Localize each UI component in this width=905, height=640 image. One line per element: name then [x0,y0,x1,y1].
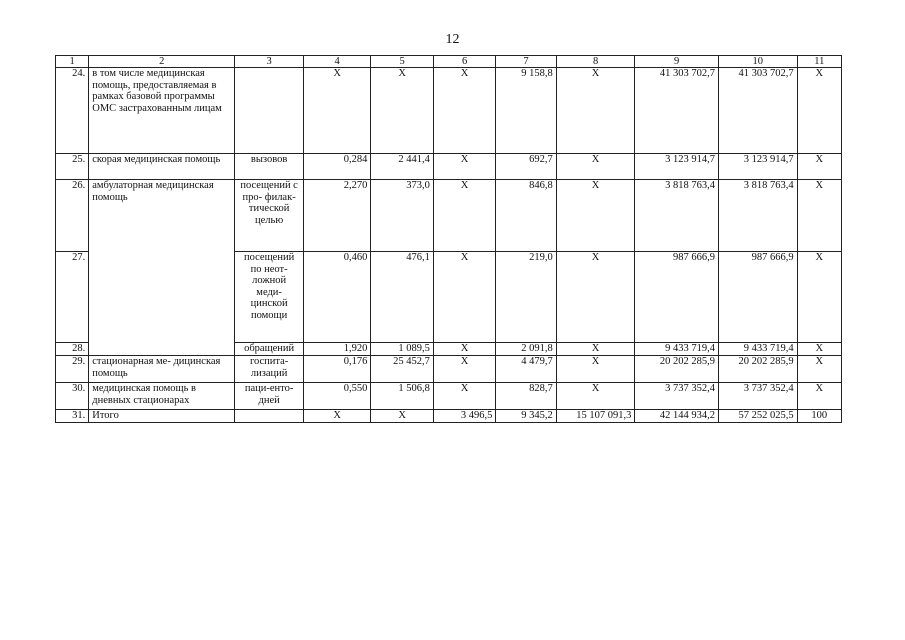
cell-col8: Х [556,68,635,154]
row-number: 24. [56,68,89,154]
cell-col4: 0,284 [303,154,371,180]
cell-col7: 692,7 [496,154,556,180]
cell-col8: Х [556,356,635,383]
cell-col11: Х [797,154,841,180]
table-row [56,383,842,410]
cell-col6: Х [433,252,495,343]
cell-col6: Х [433,383,495,410]
page-number: 12 [445,32,460,47]
row-number: 28. [56,343,89,356]
row-number: 25. [56,154,89,180]
cell-col6: Х [433,356,495,383]
unit-cell [235,68,304,154]
table-row [56,154,842,180]
cell-col9: 9 433 719,4 [635,343,719,356]
cell-col9: 41 303 702,7 [635,68,719,154]
row-name: скорая медицинская помощь [89,154,235,180]
cell-col6: Х [433,68,495,154]
unit-cell: посещений по неот- ложной меди- цинской помощи [235,252,304,343]
cell-col10: 3 123 914,7 [718,154,797,180]
table-row-total [56,410,842,423]
row-number: 26. [56,180,89,252]
cell-col6: 3 496,5 [433,410,495,423]
row-name: в том числе медицинская помощь, предоставляемая в рамках базовой программы ОМС застрахованным лицам [89,68,235,154]
cell-col11: Х [797,68,841,154]
cell-col6: Х [433,343,495,356]
cell-col9: 987 666,9 [635,252,719,343]
cell-col10: 9 433 719,4 [718,343,797,356]
cell-col4: Х [303,68,371,154]
row-name: стационарная ме- дицинская помощь [89,356,235,383]
cell-col10: 20 202 285,9 [718,356,797,383]
cell-col11: Х [797,252,841,343]
cell-col9: 3 737 352,4 [635,383,719,410]
table-row [56,180,842,252]
table-row [56,356,842,383]
cell-col7: 846,8 [496,180,556,252]
row-name: медицинская помощь в дневных стационарах [89,383,235,410]
header-cell: 9 [635,56,719,68]
cell-col7: 828,7 [496,383,556,410]
cell-col6: Х [433,154,495,180]
cell-col11: Х [797,180,841,252]
cell-col8: Х [556,154,635,180]
cell-col5: 373,0 [371,180,433,252]
cell-col10: 57 252 025,5 [718,410,797,423]
unit-cell: обращений [235,343,304,356]
cell-col8: Х [556,383,635,410]
unit-cell: посещений с про- филак- тической целью [235,180,304,252]
cell-col4: 2,270 [303,180,371,252]
cell-col9: 42 144 934,2 [635,410,719,423]
cell-col10: 987 666,9 [718,252,797,343]
cell-col9: 3 818 763,4 [635,180,719,252]
table-row [56,68,842,154]
cell-col5: 2 441,4 [371,154,433,180]
cell-col11: Х [797,383,841,410]
cell-col8: Х [556,343,635,356]
cell-col8: 15 107 091,3 [556,410,635,423]
header-cell: 2 [89,56,235,68]
cell-col7: 9 345,2 [496,410,556,423]
cell-col4: Х [303,410,371,423]
cell-col5: Х [371,410,433,423]
cell-col7: 219,0 [496,252,556,343]
cell-col5: Х [371,68,433,154]
cell-col6: Х [433,180,495,252]
cell-col9: 3 123 914,7 [635,154,719,180]
unit-cell: вызовов [235,154,304,180]
cell-col7: 2 091,8 [496,343,556,356]
row-number: 31. [56,410,89,423]
row-number: 29. [56,356,89,383]
row-name: Итого [89,410,235,423]
header-cell: 3 [235,56,304,68]
cell-col5: 1 089,5 [371,343,433,356]
cell-col7: 4 479,7 [496,356,556,383]
cell-col10: 3 818 763,4 [718,180,797,252]
column-number-header [56,56,842,68]
cell-col9: 20 202 285,9 [635,356,719,383]
row-number: 30. [56,383,89,410]
cell-col5: 1 506,8 [371,383,433,410]
header-cell: 6 [433,56,495,68]
row-number: 27. [56,252,89,343]
header-cell: 11 [797,56,841,68]
cell-col4: 0,550 [303,383,371,410]
cell-col5: 476,1 [371,252,433,343]
cell-col11: Х [797,356,841,383]
financial-table [55,55,842,423]
unit-cell [235,410,304,423]
header-cell: 10 [718,56,797,68]
cell-col10: 41 303 702,7 [718,68,797,154]
row-name: амбулаторная медицинская помощь [89,180,235,356]
cell-col4: 0,460 [303,252,371,343]
header-cell: 1 [56,56,89,68]
cell-col5: 25 452,7 [371,356,433,383]
cell-col8: Х [556,180,635,252]
cell-col7: 9 158,8 [496,68,556,154]
cell-col11: 100 [797,410,841,423]
cell-col8: Х [556,252,635,343]
cell-col11: Х [797,343,841,356]
unit-cell: паци-енто- дней [235,383,304,410]
header-cell: 7 [496,56,556,68]
cell-col4: 1,920 [303,343,371,356]
header-cell: 8 [556,56,635,68]
cell-col10: 3 737 352,4 [718,383,797,410]
header-cell: 5 [371,56,433,68]
header-cell: 4 [303,56,371,68]
unit-cell: госпита- лизаций [235,356,304,383]
cell-col4: 0,176 [303,356,371,383]
